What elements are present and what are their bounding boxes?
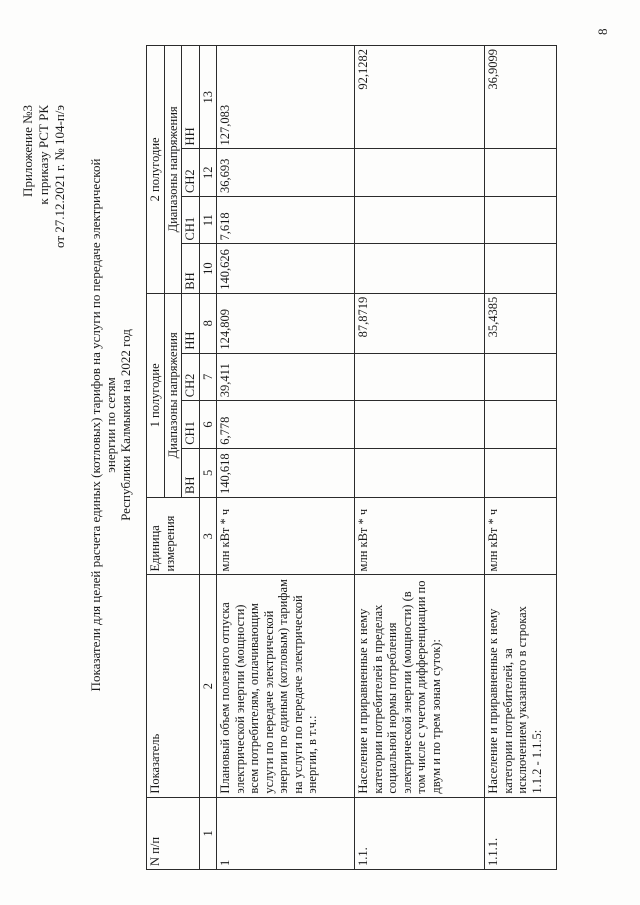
cell-h2-sn2 [355, 149, 485, 197]
cell-h2-sn2 [485, 149, 557, 197]
cell-h2-sn1 [485, 196, 557, 244]
title-line-2: Республики Калмыкия на 2022 год [118, 329, 133, 521]
cell-h1-sn2 [485, 353, 557, 401]
column-number-row [199, 46, 217, 870]
annex-block [20, 105, 68, 248]
header-h2-sn1: СН1 [182, 196, 200, 244]
annex-line-3: от 27.12.2021 г. № 104-п/э [52, 105, 67, 249]
document-title [88, 145, 133, 705]
header-h2-vn: ВН [182, 244, 200, 293]
row-unit: млн кВт * ч [485, 497, 557, 575]
cell-h1-sn1 [355, 401, 485, 449]
cell-h1-sn1: 6,778 [217, 401, 355, 449]
cell-h1-nn: 124,809 [217, 293, 355, 353]
indicators-table [146, 45, 557, 870]
cell-h2-vn [355, 244, 485, 293]
cell-h2-nn: 127,083 [217, 46, 355, 149]
col-number: 10 [199, 244, 217, 293]
header-unit: Единица измерения [147, 497, 200, 575]
row-unit: млн кВт * ч [355, 497, 485, 575]
row-indicator: Население и приравненные к нему категории потребителей в пределах социальной нормы потребления электрической энергии (мощности) (в том числе с учетом дифференциации по двум и по трем зонам суток): [355, 575, 485, 797]
cell-h1-vn [485, 448, 557, 497]
cell-h1-sn2 [355, 353, 485, 401]
row-num: 1.1. [355, 797, 485, 869]
header-h1-sn1: СН1 [182, 401, 200, 449]
col-number: 1 [199, 797, 217, 869]
col-number: 8 [199, 293, 217, 353]
col-number: 12 [199, 149, 217, 197]
table-row [217, 46, 355, 870]
row-num: 1.1.1. [485, 797, 557, 869]
cell-h1-vn [355, 448, 485, 497]
header-indicator: Показатель [147, 575, 200, 797]
cell-h1-sn2: 39,411 [217, 353, 355, 401]
cell-h2-nn: 36,9099 [485, 46, 557, 149]
header-h1-nn: НН [182, 293, 200, 353]
header-row-1 [147, 46, 165, 870]
col-number: 11 [199, 196, 217, 244]
header-half-2: 2 полугодие [147, 46, 165, 294]
cell-h2-sn1: 7,618 [217, 196, 355, 244]
cell-h2-nn: 92,1282 [355, 46, 485, 149]
cell-h2-vn: 140,626 [217, 244, 355, 293]
col-number: 6 [199, 401, 217, 449]
col-number: 3 [199, 497, 217, 575]
table-row [485, 46, 557, 870]
header-h1-sn2: СН2 [182, 353, 200, 401]
header-ranges-2: Диапазоны напряжения [164, 46, 182, 294]
col-number: 2 [199, 575, 217, 797]
header-ranges-1: Диапазоны напряжения [164, 293, 182, 497]
cell-h2-sn1 [355, 196, 485, 244]
table-row [355, 46, 485, 870]
cell-h1-nn: 87,8719 [355, 293, 485, 353]
cell-h1-sn1 [485, 401, 557, 449]
header-h2-nn: НН [182, 46, 200, 149]
header-half-1: 1 полугодие [147, 293, 165, 497]
cell-h2-vn [485, 244, 557, 293]
col-number: 7 [199, 353, 217, 401]
page-number: 8 [595, 28, 610, 35]
header-h2-sn2: СН2 [182, 149, 200, 197]
header-h1-vn: ВН [182, 448, 200, 497]
cell-h1-vn: 140,618 [217, 448, 355, 497]
col-number: 13 [199, 46, 217, 149]
row-indicator: Плановый объем полезного отпуска электрической энергии (мощности) всем потребителям, оплачивающим услуги по передаче электрической энергии по единым (котловым) тарифам на услуги по передаче электрической энергии, в т.ч.: [217, 575, 355, 797]
row-indicator: Население и приравненные к нему категории потребителей, за исключением указанного в строках 1.1.2 - 1.1.5: [485, 575, 557, 797]
row-num: 1 [217, 797, 355, 869]
annex-line-2: к приказу РСТ РК [36, 105, 51, 205]
cell-h1-nn: 35,4385 [485, 293, 557, 353]
cell-h2-sn2: 36,693 [217, 149, 355, 197]
row-unit: млн кВт * ч [217, 497, 355, 575]
title-line-1: Показатели для целей расчета единых (котловых) тарифов на услуги по передаче электрической энергии по сетям [88, 158, 118, 692]
annex-line-1: Приложение №3 [20, 105, 35, 197]
header-num: N п/п [147, 797, 200, 869]
col-number: 5 [199, 448, 217, 497]
